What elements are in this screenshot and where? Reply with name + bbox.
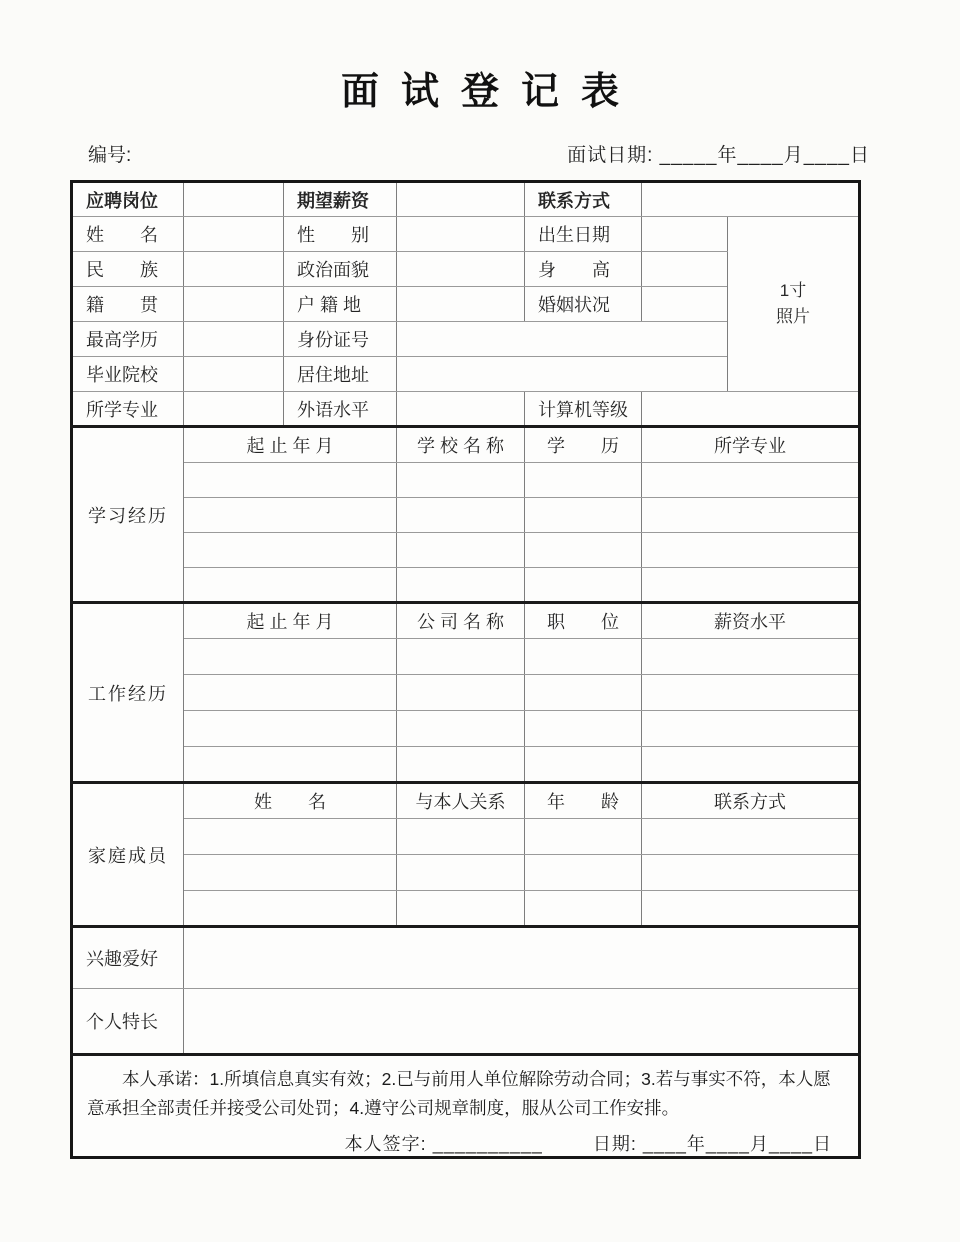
sign-date-blank[interactable]: ____年____月____日 xyxy=(642,1133,832,1154)
education-major-input[interactable] xyxy=(642,463,860,498)
major-label: 所学专业 xyxy=(72,392,184,427)
height-input[interactable] xyxy=(642,252,728,287)
work-salary-input[interactable] xyxy=(642,639,860,675)
education-major-input[interactable] xyxy=(642,533,860,568)
work-header-salary: 薪资水平 xyxy=(642,603,860,639)
height-label: 身 高 xyxy=(525,252,642,287)
education-header-degree: 学 历 xyxy=(525,427,642,463)
birthdate-label: 出生日期 xyxy=(525,217,642,252)
family-row xyxy=(72,891,860,927)
sign-date-label: 日期: xyxy=(592,1133,637,1154)
highest-education-label: 最高学历 xyxy=(72,322,184,357)
education-row xyxy=(72,568,860,603)
birthdate-input[interactable] xyxy=(642,217,728,252)
education-section-label: 学习经历 xyxy=(72,427,184,603)
education-degree-input[interactable] xyxy=(525,533,642,568)
hobby-label: 兴趣爱好 xyxy=(72,927,184,989)
language-label: 外语水平 xyxy=(284,392,397,427)
work-period-input[interactable] xyxy=(184,711,397,747)
highest-education-input[interactable] xyxy=(184,322,284,357)
interview-date xyxy=(567,140,870,167)
page-title: 面试登记表 xyxy=(340,71,641,113)
work-row xyxy=(72,711,860,747)
family-age-input[interactable] xyxy=(525,855,642,891)
computer-input[interactable] xyxy=(642,392,860,427)
contact-input[interactable] xyxy=(642,182,860,217)
work-row xyxy=(72,639,860,675)
education-period-input[interactable] xyxy=(184,498,397,533)
family-contact-input[interactable] xyxy=(642,891,860,927)
major-input[interactable] xyxy=(184,392,284,427)
education-major-input[interactable] xyxy=(642,498,860,533)
political-label: 政治面貌 xyxy=(284,252,397,287)
education-row xyxy=(72,463,860,498)
education-row xyxy=(72,498,860,533)
work-header-company: 公 司 名 称 xyxy=(397,603,525,639)
education-header-school: 学 校 名 称 xyxy=(397,427,525,463)
photo-box xyxy=(728,217,860,392)
education-period-input[interactable] xyxy=(184,463,397,498)
education-degree-input[interactable] xyxy=(525,498,642,533)
address-input[interactable] xyxy=(397,357,728,392)
work-position-input[interactable] xyxy=(525,747,642,783)
hobby-input[interactable] xyxy=(184,927,860,989)
family-relation-input[interactable] xyxy=(397,891,525,927)
id-number-input[interactable] xyxy=(397,322,728,357)
gender-input[interactable] xyxy=(397,217,525,252)
education-degree-input[interactable] xyxy=(525,463,642,498)
graduate-school-input[interactable] xyxy=(184,357,284,392)
position-label: 应聘岗位 xyxy=(72,182,184,217)
id-number-label: 身份证号 xyxy=(284,322,397,357)
household-input[interactable] xyxy=(397,287,525,322)
salary-label: 期望薪资 xyxy=(284,182,397,217)
family-header-name: 姓 名 xyxy=(184,783,397,819)
work-company-input[interactable] xyxy=(397,711,525,747)
interview-date-label: 面试日期: xyxy=(567,145,654,166)
serial-number-label: 编号: xyxy=(88,145,132,166)
work-salary-input[interactable] xyxy=(642,747,860,783)
family-relation-input[interactable] xyxy=(397,819,525,855)
ethnicity-input[interactable] xyxy=(184,252,284,287)
work-period-input[interactable] xyxy=(184,747,397,783)
work-period-input[interactable] xyxy=(184,675,397,711)
family-age-input[interactable] xyxy=(525,891,642,927)
position-input[interactable] xyxy=(184,182,284,217)
name-label: 姓 名 xyxy=(72,217,184,252)
work-row xyxy=(72,747,860,783)
meta-row xyxy=(88,140,870,167)
family-section-label: 家庭成员 xyxy=(72,783,184,927)
family-name-input[interactable] xyxy=(184,855,397,891)
salary-input[interactable] xyxy=(397,182,525,217)
family-name-input[interactable] xyxy=(184,891,397,927)
political-input[interactable] xyxy=(397,252,525,287)
work-position-input[interactable] xyxy=(525,711,642,747)
contact-label: 联系方式 xyxy=(525,182,642,217)
strength-label: 个人特长 xyxy=(72,989,184,1055)
work-header-position: 职 位 xyxy=(525,603,642,639)
family-age-input[interactable] xyxy=(525,819,642,855)
name-input[interactable] xyxy=(184,217,284,252)
education-school-input[interactable] xyxy=(397,498,525,533)
work-row xyxy=(72,675,860,711)
photo-line2: 照片 xyxy=(776,307,810,326)
education-header-major: 所学专业 xyxy=(642,427,860,463)
interview-date-blank[interactable]: _____年____月____日 xyxy=(659,145,870,166)
work-salary-input[interactable] xyxy=(642,711,860,747)
family-contact-input[interactable] xyxy=(642,819,860,855)
work-company-input[interactable] xyxy=(397,675,525,711)
work-position-input[interactable] xyxy=(525,639,642,675)
family-header-contact: 联系方式 xyxy=(642,783,860,819)
education-row xyxy=(72,533,860,568)
work-section-label: 工作经历 xyxy=(72,603,184,783)
native-place-input[interactable] xyxy=(184,287,284,322)
marital-label: 婚姻状况 xyxy=(525,287,642,322)
graduate-school-label: 毕业院校 xyxy=(72,357,184,392)
education-degree-input[interactable] xyxy=(525,568,642,603)
language-input[interactable] xyxy=(397,392,525,427)
declaration-cell xyxy=(72,1055,860,1158)
photo-line1: 1寸 xyxy=(779,281,807,300)
native-place-label: 籍 贯 xyxy=(72,287,184,322)
signature-label: 本人签字: xyxy=(344,1133,427,1154)
work-header-period: 起 止 年 月 xyxy=(184,603,397,639)
address-label: 居住地址 xyxy=(284,357,397,392)
ethnicity-label: 民 族 xyxy=(72,252,184,287)
work-company-input[interactable] xyxy=(397,639,525,675)
registration-table xyxy=(70,180,861,1159)
education-major-input[interactable] xyxy=(642,568,860,603)
marital-input[interactable] xyxy=(642,287,728,322)
work-position-input[interactable] xyxy=(525,675,642,711)
work-salary-input[interactable] xyxy=(642,675,860,711)
computer-label: 计算机等级 xyxy=(525,392,642,427)
family-name-input[interactable] xyxy=(184,819,397,855)
education-header-period: 起 止 年 月 xyxy=(184,427,397,463)
education-school-input[interactable] xyxy=(397,568,525,603)
work-period-input[interactable] xyxy=(184,639,397,675)
declaration-text: 本人承诺：1.所填信息真实有效；2.已与前用人单位解除劳动合同；3.若与事实不符，本人愿意承担全部责任并接受公司处罚；4.遵守公司规章制度，服从公司工作安排。 xyxy=(87,1069,831,1118)
education-school-input[interactable] xyxy=(397,463,525,498)
education-period-input[interactable] xyxy=(184,533,397,568)
strength-input[interactable] xyxy=(184,989,860,1055)
family-contact-input[interactable] xyxy=(642,855,860,891)
family-row xyxy=(72,819,860,855)
signature-blank[interactable]: __________ xyxy=(432,1133,543,1154)
signature-row xyxy=(87,1130,844,1156)
work-company-input[interactable] xyxy=(397,747,525,783)
family-row xyxy=(72,855,860,891)
education-period-input[interactable] xyxy=(184,568,397,603)
gender-label: 性 别 xyxy=(284,217,397,252)
family-header-relation: 与本人关系 xyxy=(397,783,525,819)
family-relation-input[interactable] xyxy=(397,855,525,891)
family-header-age: 年 龄 xyxy=(525,783,642,819)
household-label: 户 籍 地 xyxy=(284,287,397,322)
education-school-input[interactable] xyxy=(397,533,525,568)
